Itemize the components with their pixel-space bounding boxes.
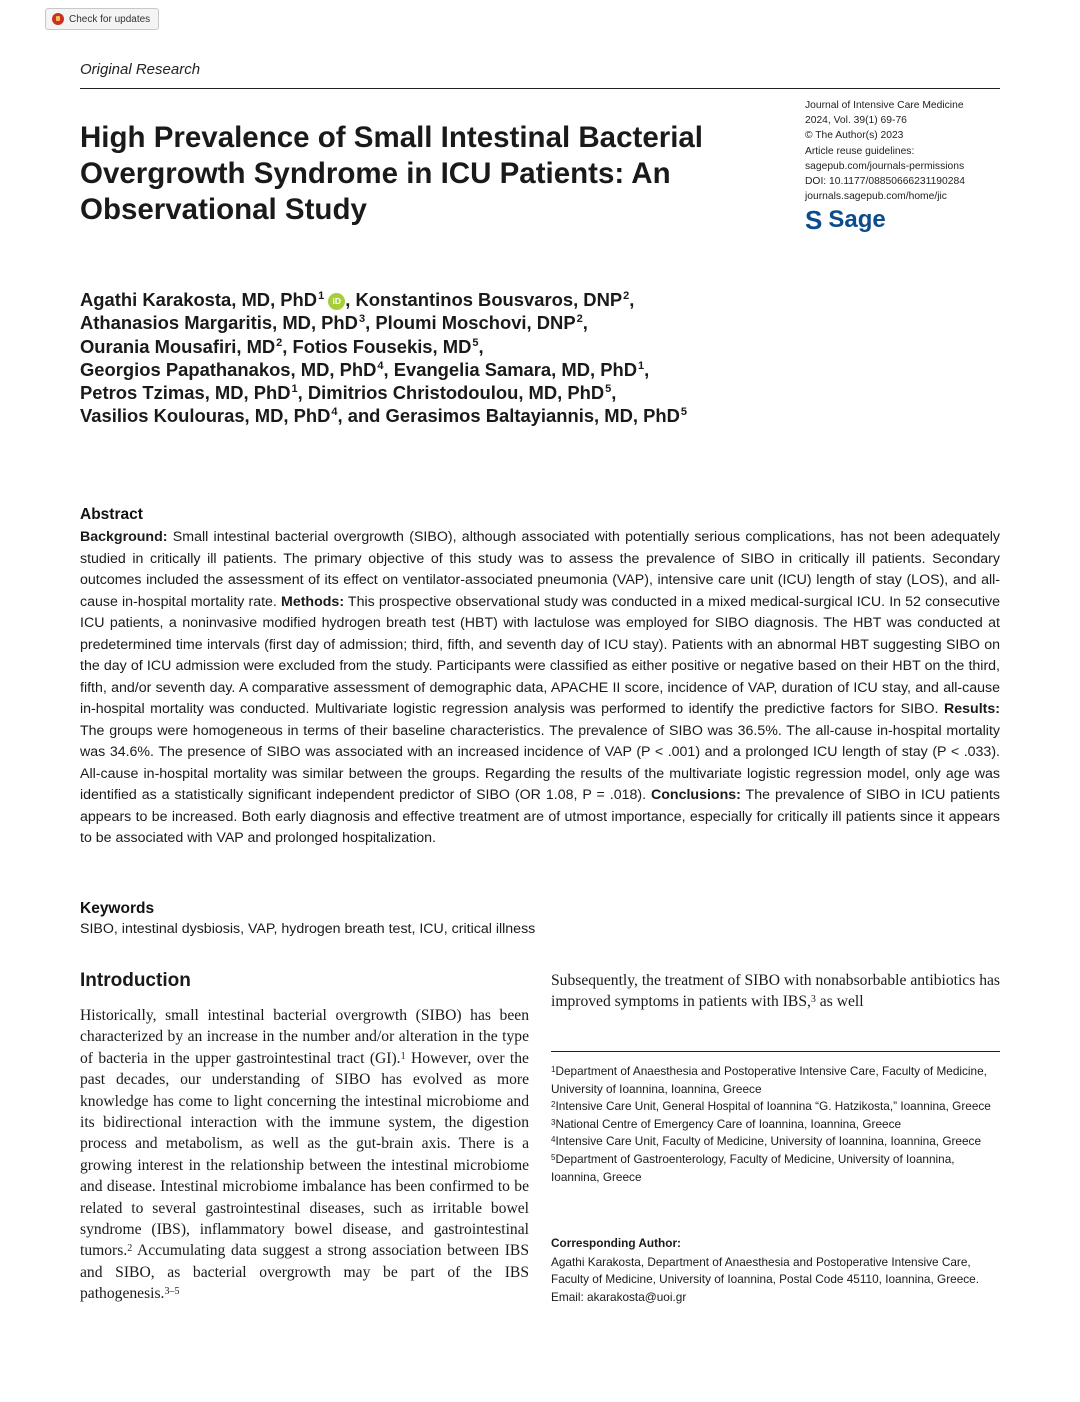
article-title: High Prevalence of Small Intestinal Bacterial Overgrowth Syndrome in ICU Patients: An Observational Study	[80, 121, 704, 226]
abstract-body	[80, 527, 1000, 850]
author-affiliation-number: 1	[318, 290, 325, 302]
affiliation-text: Department of Gastroenterology, Faculty of Medicine, University of Ioannina, Ioannina, Greece	[551, 1151, 955, 1184]
article-type: Original Research	[80, 61, 201, 78]
author-list	[80, 288, 840, 428]
keywords-heading: Keywords	[80, 900, 155, 917]
author-name: Petros Tzimas, MD, PhD	[80, 382, 291, 404]
author-name: Konstantinos Bousvaros, DNP	[355, 289, 623, 310]
author-affiliation-number: 1	[291, 383, 298, 396]
author-separator: , and	[337, 405, 386, 427]
publisher-name: Sage	[828, 206, 886, 234]
author-line	[80, 358, 840, 381]
author-affiliation-number: 2	[276, 336, 283, 349]
citation-ref: 1	[400, 1050, 406, 1062]
crossmark-icon	[52, 13, 64, 25]
author-separator: ,	[478, 335, 484, 357]
author-name: Athanasios Margaritis, MD, PhD	[80, 312, 358, 334]
author-separator: ,	[582, 312, 588, 334]
introduction-heading: Introduction	[80, 970, 191, 991]
abstract-heading: Abstract	[80, 506, 143, 523]
author-separator: ,	[644, 358, 650, 380]
journal-meta	[805, 98, 1005, 236]
abstract-section-label: Results:	[944, 701, 1000, 717]
author-line	[80, 288, 840, 311]
abstract-section-label: Background:	[80, 529, 168, 545]
corresponding-author	[551, 1254, 1000, 1306]
affiliation-item	[551, 1098, 1000, 1116]
affiliation-item	[551, 1133, 1000, 1151]
author-name: Ourania Mousafiri, MD	[80, 335, 276, 357]
author-affiliation-number: 4	[331, 406, 338, 419]
affiliation-number: 1	[551, 1065, 556, 1074]
author-affiliation-number: 3	[358, 313, 366, 326]
sage-logo-icon: S	[805, 205, 823, 236]
author-separator: ,	[282, 335, 293, 357]
author-affiliation-number: 5	[605, 383, 612, 396]
author-line	[80, 381, 840, 404]
check-for-updates-label: Check for updates	[69, 13, 151, 25]
author-separator: ,	[611, 382, 617, 404]
author-line	[80, 335, 840, 358]
introduction-text-left	[80, 1005, 529, 1305]
corresponding-address: Agathi Karakosta, Department of Anaesthesia and Postoperative Intensive Care, Faculty of Medicine, University of Ioannina, Postal Code 45110, Ioannina, Greece.	[551, 1255, 979, 1287]
affiliation-text: Intensive Care Unit, General Hospital of Ioannina “G. Hatzikosta,” Ioannina, Greece	[555, 1099, 991, 1114]
body-text: as well	[815, 993, 864, 1011]
reuse-label: Article reuse guidelines:	[805, 145, 915, 157]
journal-home-link[interactable]: journals.sagepub.com/home/jic	[805, 191, 947, 203]
abstract-section-text: Small intestinal bacterial overgrowth (SIBO), although associated with potentially serious complications, has not been adequately studied in critically ill patients. The primary objective of this study was to assess the prevalence of SIBO in critically ill patients. Secondary outcomes included the assessment of its effect on ventilator-associated pneumonia (VAP), intensive care unit (ICU) length of stay (LOS), and all-cause in-hospital mortality rate.	[80, 529, 1000, 610]
author-separator: ,	[383, 358, 394, 380]
body-text: Accumulating data suggest a strong association between IBS and SIBO, as bacterial overgrowth may be part of the IBS pathogenesis.	[80, 1242, 529, 1303]
author-affiliation-number: 1	[637, 359, 645, 372]
doi[interactable]: DOI: 10.1177/08850666231190284	[805, 176, 965, 188]
affiliation-item	[551, 1116, 1000, 1134]
body-text: Historically, small intestinal bacterial overgrowth (SIBO) has been characterized by an increase in the number and/or alteration in the type of bacteria in the upper gastrointestinal tract (GI).	[80, 1007, 529, 1067]
author-name: Fotios Fousekis, MD	[292, 335, 472, 357]
corresponding-author-heading: Corresponding Author:	[551, 1236, 681, 1250]
body-text: However, over the past decades, our understanding of SIBO has evolved as more knowledge has come to light concerning the intestinal microbiome and its bidirectional interaction with the immune system, the digestion process and metabolism, as well as the gut-brain axis. There is a growing interest in the relationship between the intestinal microbiome and disease. Intestinal microbiome imbalance has been confirmed to be related to several gastrointestinal diseases, such as irritable bowel syndrome (IBS), inflammatory bowel disease, and gastrointestinal tumors.	[80, 1049, 529, 1260]
affiliation-text: National Centre of Emergency Care of Ioannina, Ioannina, Greece	[555, 1116, 902, 1131]
author-separator: ,	[297, 382, 308, 404]
affiliation-number: 5	[551, 1152, 556, 1162]
keywords-list: SIBO, intestinal dysbiosis, VAP, hydrogen breath test, ICU, critical illness	[80, 921, 536, 937]
header-rule	[80, 88, 1000, 89]
check-for-updates-button[interactable]	[45, 8, 159, 30]
author-affiliation-number: 2	[623, 290, 630, 302]
copyright: © The Author(s) 2023	[805, 130, 904, 142]
author-line	[80, 404, 840, 427]
abstract-section-label: Conclusions:	[651, 787, 741, 803]
journal-volume: 2024, Vol. 39(1) 69-76	[805, 115, 907, 127]
introduction-text-right	[551, 970, 1000, 1013]
author-name: Vasilios Koulouras, MD, PhD	[80, 405, 331, 427]
affiliations-rule	[551, 1051, 1000, 1052]
author-name: Ploumi Moschovi, DNP	[375, 312, 576, 334]
publisher-logo	[805, 205, 1005, 236]
journal-name: Journal of Intensive Care Medicine	[805, 100, 964, 111]
corresponding-email[interactable]: Email: akarakosta@uoi.gr	[551, 1289, 687, 1304]
affiliation-text: Intensive Care Unit, Faculty of Medicine, University of Ioannina, Ioannina, Greece	[555, 1134, 982, 1149]
author-line	[80, 311, 840, 334]
reuse-link[interactable]: sagepub.com/journals-permissions	[805, 160, 965, 172]
citation-ref: 3	[810, 994, 816, 1006]
affiliation-text: Department of Anaesthesia and Postoperative Intensive Care, Faculty of Medicine, University of Ioannina, Ioannina, Greece	[551, 1064, 987, 1096]
abstract-section-text: The prevalence of SIBO in ICU patients appears to be increased. Both early diagnosis and effective treatment are of utmost importance, especially for critically ill patients since it appears to be associated with VAP and prolonged hospitalization.	[80, 787, 1000, 846]
author-affiliation-number: 2	[576, 313, 583, 326]
author-affiliation-number: 5	[472, 336, 479, 349]
author-name: Dimitrios Christodoulou, MD, PhD	[307, 382, 605, 404]
author-affiliation-number: 4	[377, 359, 384, 372]
author-separator: ,	[365, 312, 376, 334]
author-affiliation-number: 5	[680, 406, 687, 419]
affiliation-number: 2	[551, 1100, 556, 1110]
affiliation-number: 3	[551, 1117, 556, 1127]
abstract-section-text: This prospective observational study was conducted in a mixed medical-surgical ICU. In 52 consecutive ICU patients, a noninvasive modified hydrogen breath test (HBT) with lactulose was employed for SIBO diagnosis. The HBT was conducted at predetermined time intervals (first day of admission; third, fifth, and seventh day of ICU stay). Patients with an abnormal HBT suggesting SIBO on the day of ICU admission were excluded from the study. Participants were classified as either positive or negative based on their HBT on the third, fifth, and/or seventh day. A comparative assessment of demographic data, APACHE II score, incidence of VAP, duration of ICU stay, and all-cause in-hospital mortality was conducted. Multivariate logistic regression analysis was performed to identify the predictive factors for SIBO.	[80, 593, 1000, 717]
orcid-icon[interactable]: iD	[328, 293, 345, 310]
author-separator: ,	[629, 289, 635, 310]
author-name: Georgios Papathanakos, MD, PhD	[80, 358, 377, 380]
abstract-section-label: Methods:	[281, 593, 345, 610]
affiliation-item	[551, 1063, 1000, 1098]
citation-ref: 2	[127, 1243, 133, 1255]
author-separator: ,	[345, 289, 356, 310]
affiliation-item	[551, 1151, 1000, 1186]
author-name: Agathi Karakosta, MD, PhD	[80, 289, 318, 310]
citation-ref: 3–5	[164, 1286, 180, 1298]
affiliation-number: 4	[551, 1135, 556, 1145]
affiliations	[551, 1063, 1000, 1186]
body-text: Subsequently, the treatment of SIBO with nonabsorbable antibiotics has improved symptoms in patients with IBS,	[551, 972, 1000, 1011]
author-name: Gerasimos Baltayiannis, MD, PhD	[385, 405, 680, 427]
author-name: Evangelia Samara, MD, PhD	[393, 358, 637, 380]
abstract-section-text: The groups were homogeneous in terms of their baseline characteristics. The prevalence of SIBO was 36.5%. The all-cause in-hospital mortality was 34.6%. The presence of SIBO was associated with an increased incidence of VAP (P < .001) and a prolonged ICU length of stay (P < .033). All-cause in-hospital mortality was similar between the groups. Regarding the results of the multivariate logistic regression model, only age was identified as a statistically significant independent predictor of SIBO (OR 1.08, P = .018).	[80, 722, 1000, 803]
